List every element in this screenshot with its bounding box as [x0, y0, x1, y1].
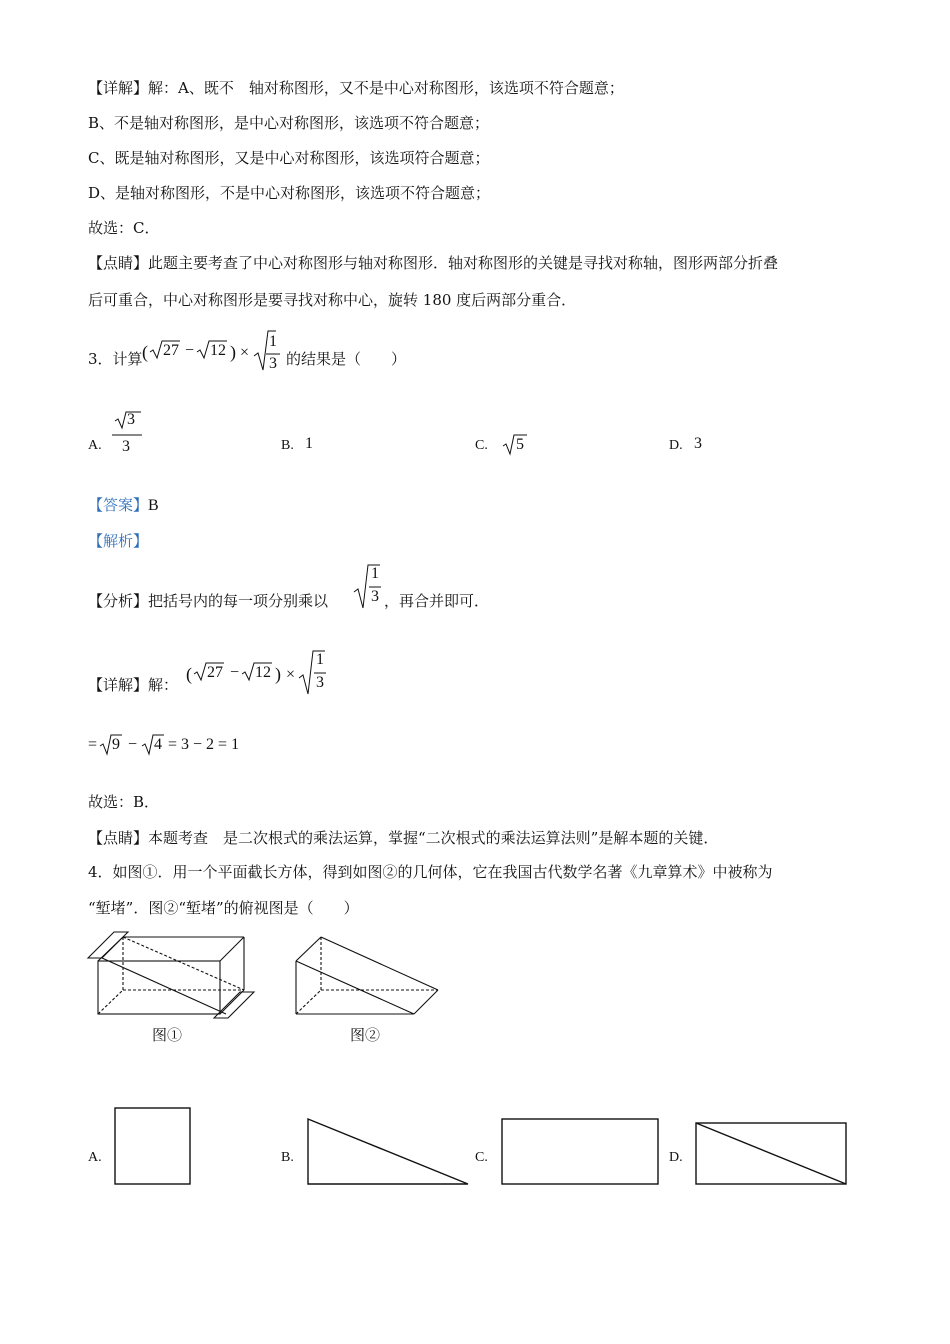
q3-frac-numerator: 1: [269, 333, 277, 350]
q3-analyze-prefix: 【分析】把括号内的每一项分别乘以: [88, 592, 329, 610]
q4-option-a-square: [114, 1107, 192, 1187]
q3-radicand-12: 12: [210, 342, 226, 359]
q3-step-radicand-9: 9: [112, 736, 120, 753]
q2-comment-line-2: 后可重合，中心对称图形是要寻找对称中心，旋转 180 度后两部分重合．: [88, 291, 577, 309]
q3-radicand-27: 27: [163, 342, 179, 359]
q2-choice: 故选：C．: [88, 219, 160, 237]
q3-analyze-sqrt-frac: [354, 562, 384, 612]
q3-paren-close: ): [230, 342, 236, 362]
q3-option-a-denominator: 3: [122, 438, 130, 455]
q4-stem-line-1: 4．如图①．用一个平面截长方体，得到如图②的几何体，它在我国古代数学名著《九章算术》中被称为: [88, 863, 773, 881]
q3-expression: [142, 333, 292, 376]
q3-step-radicand-4: 4: [154, 736, 162, 753]
q3-times: ×: [240, 344, 250, 361]
q3-answer-row: [88, 494, 159, 515]
q3-option-b-label: B.: [281, 438, 294, 453]
q2-option-d-line: D、是轴对称图形，不是中心对称图形，该选项不符合题意；: [88, 184, 491, 202]
q2-comment-line-1: 【点睛】此题主要考查了中心对称图形与轴对称图形．轴对称图形的关键是寻找对称轴，图形两部分折叠: [88, 254, 779, 272]
q3-option-d-value: 3: [694, 435, 702, 452]
q4-option-b-triangle: [306, 1117, 470, 1187]
q3-detail-minus: −: [230, 664, 240, 681]
q3-analysis-tag: 【解析】: [88, 532, 149, 550]
q2-option-b-line: B、不是轴对称图形，是中心对称图形，该选项不符合题意；: [88, 114, 490, 132]
q3-detail-radicand-12: 12: [255, 664, 271, 681]
q4-stem-line-2: “堑堵”．图②“堑堵”的俯视图是（ ）: [88, 899, 359, 917]
q4-option-a-label: A.: [88, 1150, 102, 1165]
q2-option-c-line: C、既是轴对称图形，又是中心对称图形，该选项符合题意；: [88, 149, 490, 167]
q4-figure-1: [86, 928, 256, 1016]
q3-option-c-radicand: 5: [516, 436, 524, 453]
q3-detail-prefix: 【详解】解：: [88, 676, 179, 694]
q3-step-rest: = 3 − 2 = 1: [168, 736, 240, 753]
q3-answer-tag: 【答案】: [88, 496, 149, 514]
q3-option-a-numerator: 3: [127, 411, 135, 428]
q3-suffix: 的结果是（ ）: [286, 350, 407, 368]
q4-option-c-label: C.: [475, 1150, 488, 1165]
q3-detail-times: ×: [286, 666, 296, 683]
q4-option-b-label: B.: [281, 1150, 294, 1165]
q3-option-c-label: C.: [475, 438, 488, 453]
q3-detail-expression: [186, 648, 336, 698]
q3-paren-open: (: [142, 342, 148, 362]
q3-option-a-value: [112, 408, 152, 460]
q3-analyze-suffix: ，再合并即可．: [384, 592, 490, 610]
q3-detail-paren-open: (: [186, 664, 192, 684]
q3-choice: 故选：B．: [88, 793, 160, 811]
q3-prefix: 3．计算: [88, 350, 143, 368]
q3-analyze-frac-numerator: 1: [371, 565, 379, 582]
q4-option-d-rectangle-with-diagonal: [695, 1122, 849, 1186]
q3-frac-denominator: 3: [269, 355, 277, 372]
q3-option-a-label: A.: [88, 438, 102, 453]
q2-detail-line: 【详解】解：A、既不 轴对称图形，又不是中心对称图形，该选项不符合题意；: [88, 79, 624, 97]
q3-step-line: [88, 732, 288, 758]
q3-option-a-frac-bar: [112, 434, 142, 436]
q3-detail-radicand-27: 27: [207, 664, 223, 681]
q3-detail-paren-close: ): [275, 664, 281, 684]
q3-step-eq: =: [88, 736, 98, 753]
q3-analyze-frac-denominator: 3: [371, 588, 379, 605]
q3-detail-frac-numerator: 1: [316, 651, 324, 668]
q3-answer-value: B: [148, 497, 159, 514]
q4-option-d-label: D.: [669, 1150, 683, 1165]
q3-minus: −: [185, 342, 195, 359]
q4-figure-2-caption: 图②: [350, 1026, 381, 1044]
q3-step-minus: −: [128, 736, 138, 753]
q3-option-b-value: 1: [305, 435, 313, 452]
q3-option-c-value: [503, 432, 533, 456]
q3-detail-frac-denominator: 3: [316, 674, 324, 691]
q4-figure-2: [290, 928, 450, 1016]
q4-option-c-rectangle: [501, 1118, 661, 1187]
q4-figure-1-caption: 图①: [152, 1026, 183, 1044]
q3-comment: 【点睛】本题考查 是二次根式的乘法运算，掌握“二次根式的乘法运算法则”是解本题的关键．: [88, 829, 719, 847]
q3-option-d-label: D.: [669, 438, 683, 453]
